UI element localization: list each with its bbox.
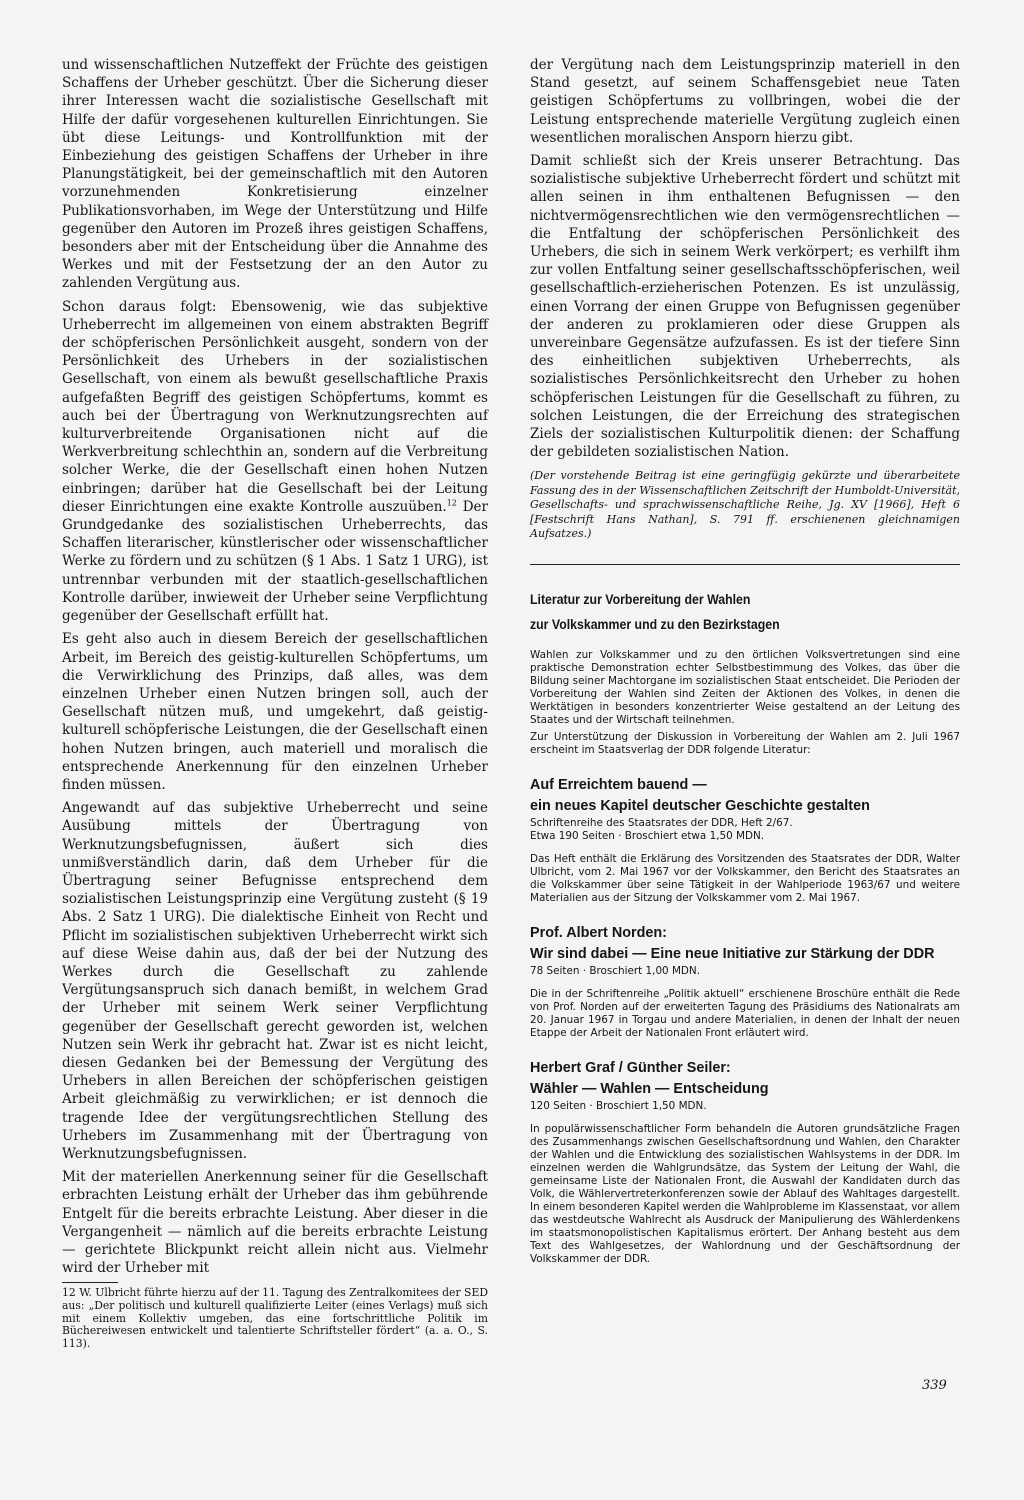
body-paragraph: Schon daraus folgt: Ebensowenig, wie das subjektive Urheberrecht im allgemeinen von einem abstrakten Begriff der schöpferischen Persönlichkeit ausgeht, sondern von der Persönlichkeit des Urhebers in der sozialistischen Gesellschaft, von einem als bewußt gesellschaftliche Praxis aufgefaßten Begriff des geistigen Schöpfertums, kommt es auch bei der Übertragung von Werknutzungsrechten auf kulturverbreitende Organisationen nicht auf die Werkverbreitung schlechthin an, sondern auf die Verbreitung solcher Werke, die der Gesellschaft einen hohen Nutzen einbringen; darüber hat die Gesellschaft bei der Leitung dieser Einrichtungen eine exakte Kontrolle auszuüben.$^{12}$ Der Grundgedanke des sozialistischen Urheberrechts, das Schaffen literarischer, künstlerischer oder wissenschaftlicher Werke zu fördern und zu schützen (§ 1 Abs. 1 Satz 1 URG), ist untrennbar verbunden mit der staatlich-gesellschaftlichen Kontrolle darüber, inwieweit der Urheber seine Verpflichtung gegenüber der Gesellschaft erfüllt hat. [62,298,488,625]
book-author: Herbert Graf / Günther Seiler: [530,1059,731,1076]
book-meta: Schriftenreihe des Staatsrates der DDR, Heft 2/67. Etwa 190 Seiten · Broschiert etwa 1,50 MDN. [530,816,793,842]
body-paragraph: Angewandt auf das subjektive Urheberrecht und seine Ausübung mittels der Übertragung von Werknutzungsbefugnissen, äußert sich dies unmißverständlich darin, daß dem Urheber für die Übertragung seiner Befugnisse entsprechend dem sozialistischen Leistungsprinzip eine Vergütung zusteht (§ 19 Abs. 2 Satz 1 URG). Die dialektische Einheit von Recht und Pflicht im sozialistischen subjektiven Urheberrecht wirkt sich auf diese Weise dahin aus, daß der bei der Nutzung des Werkes durch die Gesellschaft zu zahlende Vergütungsanspruch sich danach bemißt, in welchem Grad der Urheber mit seinem Werk seiner Verpflichtung gegenüber der Gesellschaft gerecht geworden ist, welchen Nutzen sein Werk ihr gebracht hat. Zwar ist es nicht leicht, diesen Gedanken bei der Bemessung der Vergütung des Urhebers in allen Bereichen der schöpferischen geistigen Arbeit gleichmäßig zu verwirklichen; er ist dennoch die tragende Idee der vergütungsrechtlichen Stellung des Urhebers im Zusammenhang mit der Übertragung von Werknutzungsbefugnissen. [62,800,488,1162]
book-title: Wähler — Wahlen — Entscheidung [530,1080,769,1097]
body-paragraph: und wissenschaftlichen Nutzeffekt der Früchte des geistigen Schaffens der Urheber geschützt. Über die Sicherung dieser ihrer Interessen wacht die sozialistische Gesellschaft mit Hilfe der dafür vorgesehenen kulturellen Einrichtungen. Sie übt diese Leitungs- und Kontrollfunktion mit der Einbeziehung des geistigen Schaffens der Urheber in ihre Planungstätigkeit, bei der gemeinschaftlich mit den Autoren vorzunehmenden Konkretisierung einzelner Publikationsvorhaben, im Wege der Unterstützung und Hilfe gegenüber den Autoren im Prozeß ihres geistigen Schaffens, besonders aber mit der Entscheidung über die Annahme des Werkes und mit der Festsetzung der an den Autor zu zahlenden Vergütung aus. [62,57,488,292]
section-intro: Zur Unterstützung der Diskussion in Vorbereitung der Wahlen am 2. Juli 1967 erscheint im Staatsverlag der DDR folgende Literatur: [530,730,960,756]
book-meta: 120 Seiten · Broschiert 1,50 MDN. [530,1099,707,1112]
page-number: 339 [922,1378,947,1393]
section-divider [530,564,960,565]
book-description: Die in der Schriftenreihe „Politik aktuell“ erschienene Broschüre enthält die Rede von Prof. Norden auf der erweiterten Tagung des Präsidiums des Nationalrats am 20. Januar 1967 in Torgau und andere Materialien, in denen der Inhalt der neuen Etappe der Arbeit der Nationalen Front erläutert wird. [530,987,960,1039]
footnote: 12 W. Ulbricht führte hierzu auf der 11. Tagung des Zentralkomitees der SED aus: „Der politisch und kulturell qualifizierte Leiter (eines Verlags) muß sich mit einem Kollektiv umgeben, das eine fortschrittliche Politik im Büchereiwesen entwickelt und talentierte Schriftsteller fördert“ (a. a. O., S. 113). [62,1286,488,1350]
left-column [62,56,488,1350]
editorial-note: (Der vorstehende Beitrag ist eine geringfügig gekürzte und überarbeitete Fassung des in der Wissenschaftlichen Zeitschrift der Humboldt-Universität, Gesellschafts- und sprachwissenschaftliche Reihe, Jg. XV [1966], Heft 6 [Festschrift Hans Nathan], S. 791 ff. erschienenen gleichnamigen Aufsatzes.) [530,469,960,541]
body-paragraph: der Vergütung nach dem Leistungsprinzip materiell in den Stand gesetzt, auf seinem Schaffensgebiet neue Taten geistigen Schöpfertums zu vollbringen, wobei die der Leistung entsprechende materielle Vergütung zugleich einen wesentlichen moralischen Ansporn hierzu gibt. [530,57,960,146]
book-entry [530,923,960,1040]
body-paragraph: Damit schließt sich der Kreis unserer Betrachtung. Das sozialistische subjektive Urheberrecht fördert und schützt mit allen seinen in ihm enthaltenen Befugnissen — den nichtvermögensrechtlichen wie den vermögensrechtlichen — die Entfaltung der schöpferischen Persönlichkeit des Urhebers, die sich in seinem Werk verkörpert; es verhilft ihm zur vollen Entfaltung seiner gesellschaftsschöpferischen, weil gesellschaftlich-erzieherischen Potenzen. Es ist unzulässig, einen Vorrang der einen Gruppe von Befugnissen gegenüber der anderen zu proklamieren oder diese Gruppen als unvereinbare Gegensätze aufzufassen. Es ist der tiefere Sinn des einheitlichen subjektiven Urheberrechts, als sozialistisches Persönlichkeitsrecht den Urheber zu hohen schöpferischen Leistungen für die Gesellschaft zu führen, zu solchen Leistungen, die der Erreichung des strategischen Ziels der sozialistischen Kulturpolitik dienen: der Schaffung der gebildeten sozialistischen Nation. [530,153,960,461]
book-author: Prof. Albert Norden: [530,924,667,941]
book-description: Das Heft enthält die Erklärung des Vorsitzenden des Staatsrates der DDR, Walter Ulbricht, vom 2. Mai 1967 vor der Volkskammer, den Bericht des Staatsrates an die Volkskammer über seine Tätigkeit in der Wahlperiode 1963/67 und weitere Materialien aus der Sitzung der Volkskammer vom 2. Mai 1967. [530,852,960,904]
book-subtitle: ein neues Kapitel deutscher Geschichte gestalten [530,797,870,814]
book-entry [530,1058,960,1266]
book-description: In populärwissenschaftlicher Form behandeln die Autoren grundsätzliche Fragen des Zusammenhangs zwischen Gesellschaftsordnung und Wahlen, den Charakter der Wahlen und die Entwicklung des sozialistischen Wahlsystems in der DDR. Im einzelnen werden die Wahlgrundsätze, das System der Leitung der Wahl, die gemeinsame Liste der Nationalen Front, die Auswahl der Kandidaten durch das Volk, die Wählervertreterkonferenzen sowie der Ablauf des Wahltages dargestellt. In einem besonderen Kapitel werden die Wahlprobleme im Klassenstaat, vor allem das westdeutsche Wahlrecht als Ausdruck der Manipulierung des Wählerdenkens im staatsmonopolistischen Kapitalismus erörtert. Der Anhang besteht aus dem Text des Wahlgesetzes, der Wahlordnung und der Geschäftsordnung der Volkskammer der DDR. [530,1122,960,1265]
book-entry [530,775,960,905]
right-column [530,56,960,1270]
book-meta: 78 Seiten · Broschiert 1,00 MDN. [530,964,701,977]
body-paragraph: Es geht also auch in diesem Bereich der gesellschaftlichen Arbeit, im Bereich des geistig-kulturellen Schöpfertums, um die Verwirklichung des Prinzips, daß alles, was dem einzelnen Urheber einen Nutzen bringen soll, auch der Gesellschaft nützen muß, und umgekehrt, daß geistig-kulturell schöpferische Leistungen, die der Gesellschaft einen hohen Nutzen bringen, auch materiell und moralisch die entsprechende Anerkennung für den einzelnen Urheber finden müssen. [62,631,488,793]
book-title: Wir sind dabei — Eine neue Initiative zur Stärkung der DDR [530,945,935,962]
footnote-reference: 12 [446,498,457,508]
literature-section [530,587,960,1266]
footnote-divider [62,1282,118,1283]
section-title: Literatur zur Vorbereitung der Wahlen zur Volkskammer und zu den Bezirkstagen [530,590,780,632]
body-paragraph: Mit der materiellen Anerkennung seiner für die Gesellschaft erbrachten Leistung erhält der Urheber das ihm gebührende Entgelt für die bereits erbrachte Leistung. Aber dieser in die Vergangenheit — nämlich auf die bereits erbrachte Leistung — gerichtete Blickpunkt reicht allein nicht aus. Vielmehr wird der Urheber mit [62,1169,488,1277]
book-title: Auf Erreichtem bauend — [530,776,707,793]
section-intro: Wahlen zur Volkskammer und zu den örtlichen Volksvertretungen sind eine praktische Demonstration echter Selbstbestimmung des Volkes, das über die Bildung seiner Machtorgane im sozialistischen Staat entscheidet. Die Perioden der Vorbereitung der Wahlen sind Zeiten der Aktionen des Volkes, in denen die Werktätigen in besonders konzentrierter Weise gestaltend an der Leitung des Staates und der Wirtschaft teilnehmen. [530,648,960,726]
